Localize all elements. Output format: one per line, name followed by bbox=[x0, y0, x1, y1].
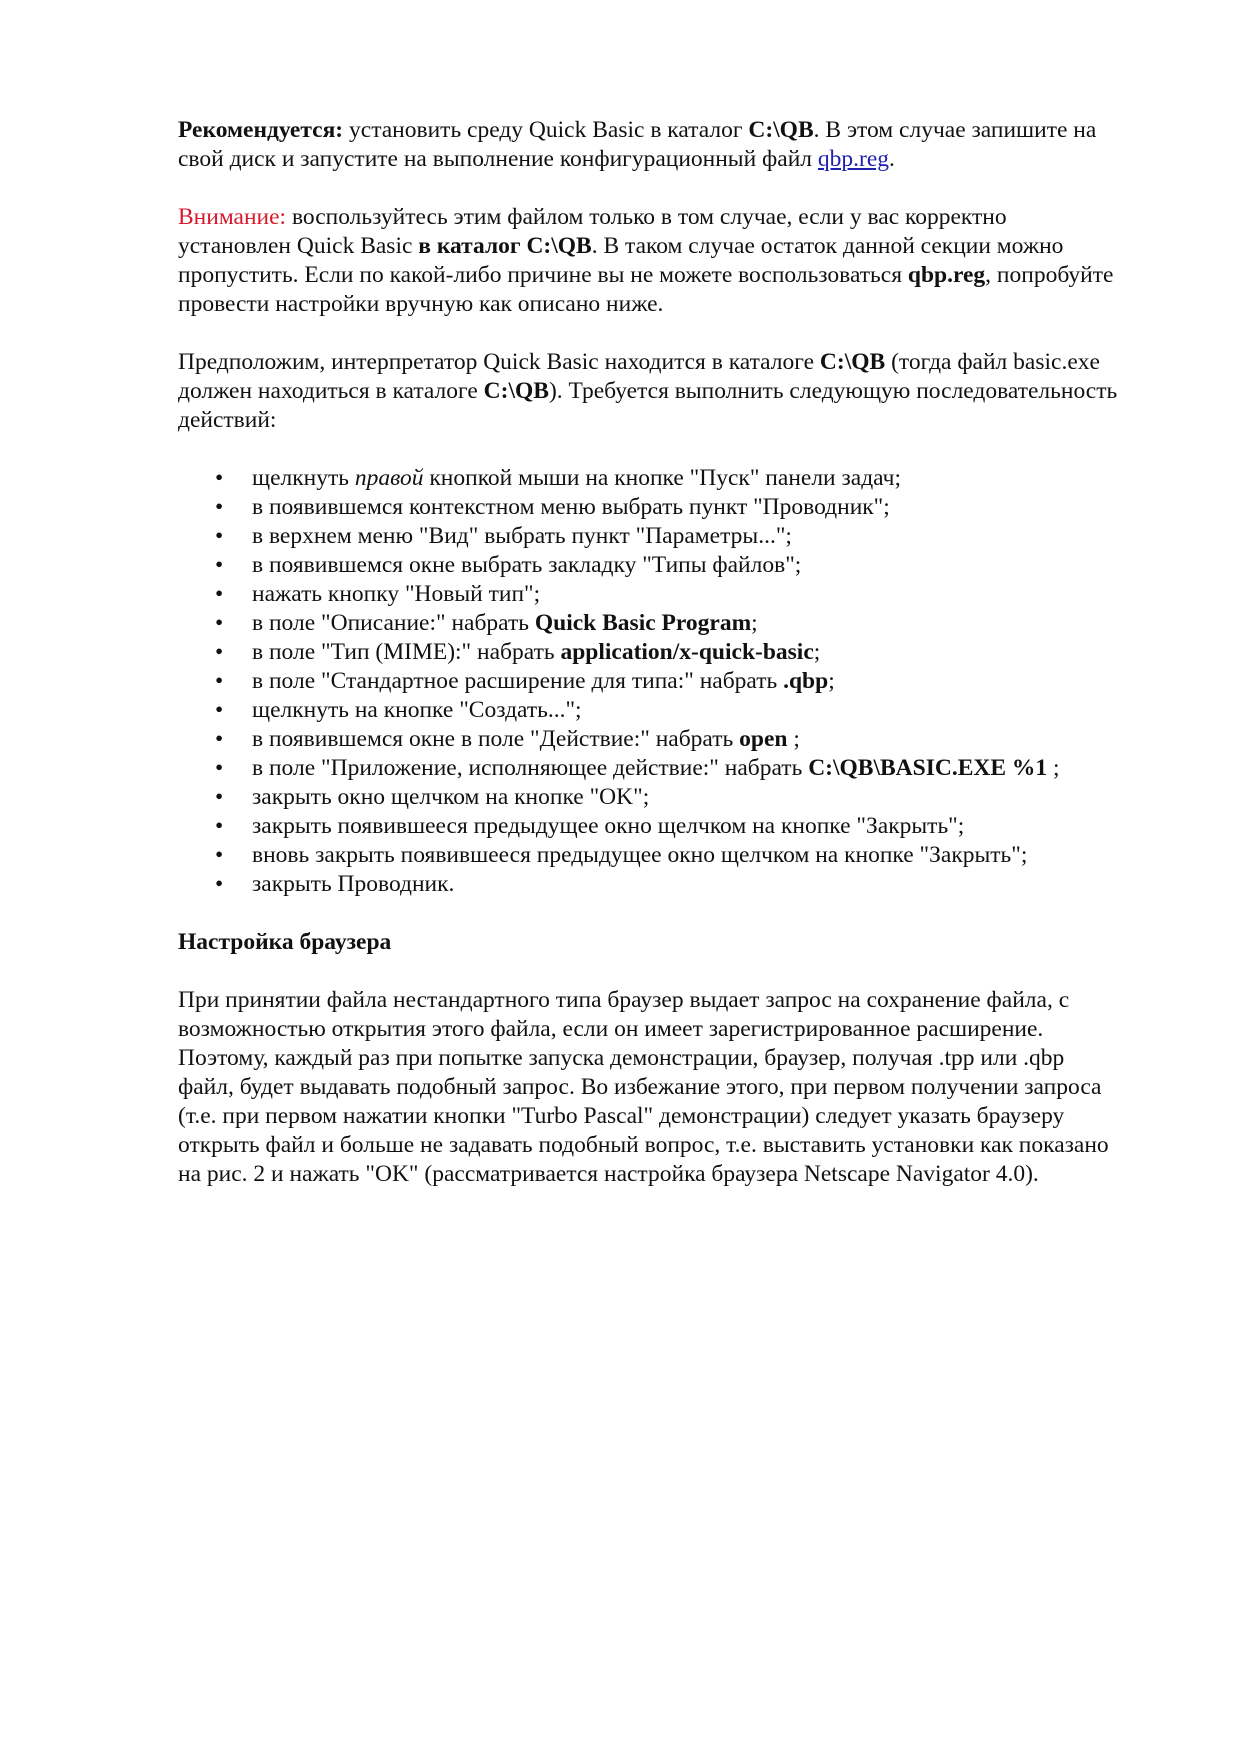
list-item bbox=[178, 551, 1119, 580]
list-item bbox=[178, 580, 1119, 609]
step-italic: правой bbox=[354, 465, 424, 491]
step-bold: Quick Basic Program bbox=[534, 610, 752, 636]
assumption-text-2: (тогда файл basic.exe должен находиться в каталоге bbox=[178, 349, 1100, 404]
step-text: вновь закрыть появившееся предыдущее окно щелчком на кнопке "Закрыть"; bbox=[252, 842, 1028, 868]
bullet-icon: • bbox=[215, 552, 224, 578]
step-text: ; bbox=[751, 610, 758, 636]
list-item bbox=[178, 783, 1119, 812]
step-text: нажать кнопку "Новый тип"; bbox=[252, 581, 541, 607]
step-text: в поле "Стандартное расширение для типа:" набрать bbox=[252, 668, 784, 694]
bullet-icon: • bbox=[215, 755, 224, 781]
bullet-icon: • bbox=[215, 581, 224, 607]
step-text: закрыть окно щелчком на кнопке "OK"; bbox=[252, 784, 650, 810]
step-text: в появившемся окне в поле "Действие:" набрать bbox=[252, 726, 740, 752]
step-text: ; bbox=[813, 639, 821, 665]
assumption-text-1: Предположим, интерпретатор Quick Basic находится в каталоге bbox=[178, 349, 820, 375]
list-item bbox=[178, 696, 1119, 725]
step-text: в поле "Тип (MIME):" набрать bbox=[252, 639, 561, 665]
warning-text-3: , попробуйте провести настройки вручную как описано ниже. bbox=[178, 262, 1114, 317]
warning-bold-1: в каталог C:\QB bbox=[418, 233, 592, 259]
warning-label: Внимание: bbox=[178, 204, 287, 230]
bullet-icon: • bbox=[215, 871, 224, 897]
step-text: в появившемся окне выбрать закладку "Типы файлов"; bbox=[252, 552, 802, 578]
assumption-bold-1: C:\QB bbox=[819, 349, 886, 375]
step-text: в поле "Описание:" набрать bbox=[252, 610, 535, 636]
recommendation-lead: Рекомендуется: bbox=[178, 117, 344, 143]
warning-paragraph bbox=[178, 203, 1119, 319]
step-text: щелкнуть bbox=[252, 465, 355, 491]
step-text: ; bbox=[787, 726, 800, 752]
assumption-text-3: ). Требуется выполнить следующую последовательность действий: bbox=[178, 378, 1118, 433]
step-bold: open bbox=[739, 726, 788, 752]
list-item bbox=[178, 812, 1119, 841]
step-text: в появившемся контекстном меню выбрать пункт "Проводник"; bbox=[252, 494, 890, 520]
assumption-paragraph bbox=[178, 348, 1119, 435]
step-bold: .qbp bbox=[783, 668, 829, 694]
step-bold: application/x-quick-basic bbox=[560, 639, 814, 665]
bullet-icon: • bbox=[215, 465, 224, 491]
bullet-icon: • bbox=[215, 813, 224, 839]
browser-setup-paragraph: При принятии файла нестандартного типа браузер выдает запрос на сохранение файла, с возможностью открытия этого файла, если он имеет зарегистрированное расширение. Поэтому, каждый раз при попытке запуска демонстрации, браузер, получая .tpp или .qbp файл, будет выдавать подобный запрос. Во избежание этого, при первом получении запроса (т.е. при первом нажатии кнопки "Turbo Pascal" демонстрации) следует указать браузеру открыть файл и больше не задавать подобный вопрос, т.е. выставить установки как показано на рис. 2 и нажать "OK" (рассматривается настройка браузера Netscape Navigator 4.0). bbox=[178, 987, 1109, 1187]
list-item bbox=[178, 870, 1119, 899]
qb-path: C:\QB bbox=[748, 117, 814, 143]
recommendation-text-1: установить среду Quick Basic в каталог bbox=[343, 117, 749, 143]
recommendation-paragraph bbox=[178, 116, 1119, 174]
step-text: в верхнем меню "Вид" выбрать пункт "Параметры..."; bbox=[252, 523, 792, 549]
bullet-icon: • bbox=[215, 610, 224, 636]
step-text: ; bbox=[1047, 755, 1060, 781]
bullet-icon: • bbox=[215, 697, 224, 723]
bullet-icon: • bbox=[215, 842, 224, 868]
bullet-icon: • bbox=[215, 523, 224, 549]
list-item bbox=[178, 841, 1119, 870]
list-item bbox=[178, 725, 1119, 754]
step-text: щелкнуть на кнопке "Создать..."; bbox=[252, 697, 582, 723]
bullet-icon: • bbox=[215, 668, 224, 694]
step-bold: C:\QB\BASIC.EXE %1 bbox=[808, 755, 1048, 781]
step-text: закрыть появившееся предыдущее окно щелчком на кнопке "Закрыть"; bbox=[252, 813, 965, 839]
list-item bbox=[178, 638, 1119, 667]
step-text: кнопкой мыши на кнопке "Пуск" панели задач; bbox=[423, 465, 902, 491]
list-item bbox=[178, 464, 1119, 493]
warning-text-2: . В таком случае остаток данной секции можно пропустить. Если по какой-либо причине вы не можете воспользоваться bbox=[178, 233, 1064, 288]
step-text: ; bbox=[828, 668, 835, 694]
bullet-icon: • bbox=[215, 639, 224, 665]
step-text: в поле "Приложение, исполняющее действие:" набрать bbox=[252, 755, 809, 781]
recommendation-text-2: . В этом случае запишите на свой диск и запустите на выполнение конфигурационный файл bbox=[178, 117, 1097, 172]
list-item bbox=[178, 493, 1119, 522]
list-item bbox=[178, 522, 1119, 551]
warning-bold-2: qbp.reg bbox=[907, 262, 986, 288]
section-heading: Настройка браузера bbox=[178, 929, 392, 955]
recommendation-text-3: . bbox=[889, 146, 895, 172]
list-item bbox=[178, 667, 1119, 696]
qbp-reg-link[interactable]: qbp.reg bbox=[817, 146, 890, 172]
bullet-icon: • bbox=[215, 494, 224, 520]
list-item bbox=[178, 609, 1119, 638]
warning-text-1: воспользуйтесь этим файлом только в том случае, если у вас корректно установлен Quick Basic bbox=[178, 204, 1007, 259]
step-text: закрыть Проводник. bbox=[252, 871, 455, 897]
steps-list bbox=[178, 464, 1119, 899]
bullet-icon: • bbox=[215, 726, 224, 752]
bullet-icon: • bbox=[215, 784, 224, 810]
list-item bbox=[178, 754, 1119, 783]
assumption-bold-2: C:\QB bbox=[483, 378, 549, 404]
